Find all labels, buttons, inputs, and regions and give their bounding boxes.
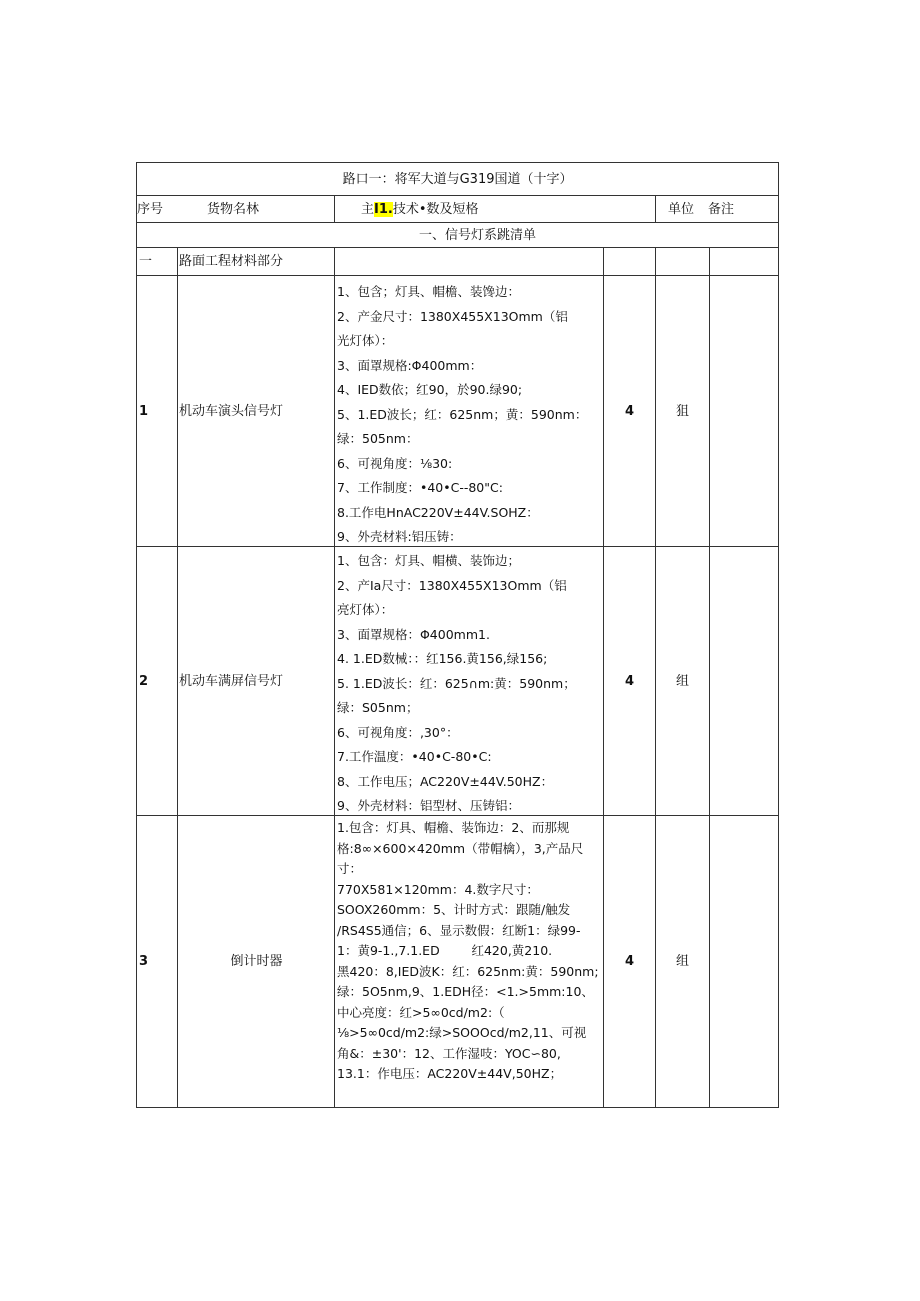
row-unit: 组 [656, 547, 710, 816]
row-spec [335, 816, 604, 1108]
row-no: 1 [137, 276, 178, 547]
header-spec [335, 196, 656, 223]
row-unit: 狙 [656, 276, 710, 547]
spec-line: 1.包含：灯具、帽檐、装饰边：2、而那规 [337, 820, 570, 835]
spec-line: 光灯体）： [337, 333, 394, 348]
row-qty: 4 [604, 816, 656, 1108]
row-spec [335, 276, 604, 547]
spec-line: 中心亮度：红>5∞0cd/m2:（ [337, 1004, 505, 1020]
subsection-row [137, 248, 779, 276]
spec-list [335, 816, 603, 1107]
spec-line: 4、IED数依；红90，於90.绿90; [337, 382, 523, 397]
spec-line: 13.1：作电压：AC220V±44V,50HZ； [337, 1066, 563, 1081]
row-name: 倒计时器 [178, 816, 335, 1108]
subsection-remark [710, 248, 779, 276]
header-unit: 单位 [668, 201, 695, 217]
spec-line: 1、包含：灯具、帽横、装饰边； [337, 553, 520, 568]
subsection-no: 一 [137, 248, 178, 276]
row-qty: 4 [604, 276, 656, 547]
subsection-qty [604, 248, 656, 276]
spec-line: 3、面罩规格：Φ400mm1. [337, 626, 490, 642]
goods-spec-table [136, 162, 779, 1108]
spec-line: /RS4S5通信；6、显示数假：红断1：绿99- [337, 922, 581, 938]
row-spec [335, 547, 604, 816]
spec-line: 亮灯体）： [337, 602, 394, 617]
spec-line: 1、包含；灯具、帽檐、装馋边： [337, 284, 520, 299]
spec-line: 3、面罩规格:Φ400mm： [337, 357, 483, 373]
table-row [137, 816, 779, 1108]
row-no: 2 [137, 547, 178, 816]
row-no: 3 [137, 816, 178, 1108]
subsection-spec [335, 248, 604, 276]
table-row [137, 547, 779, 816]
spec-line: 1：黄9-1.,7.1.ED 红420,黄210. [337, 943, 553, 958]
spec-line: 7、工作制度：•40•C--80"C: [337, 480, 503, 495]
header-row [137, 196, 779, 223]
spec-line: 5. 1.ED波长：红：625∩m:黄：590nm； [337, 675, 576, 691]
spec-line: 4. 1.ED数械：：红156.黄156,绿156; [337, 651, 548, 666]
spec-list [335, 276, 603, 546]
header-spec-highlight: I1. [374, 201, 393, 217]
spec-line-highlight: 5、1.ED波长；红：625nm；黄：590nm： [337, 406, 588, 422]
spec-line: 角&：±30'：12、工作湿吱：YOC∽80, [337, 1045, 561, 1061]
spec-line: 9、外壳材料:铝压铸： [337, 529, 462, 544]
header-spec-suffix: 技术•数及短格 [392, 201, 479, 217]
subsection-name: 路面工程材料部分 [178, 248, 335, 276]
row-qty: 4 [604, 547, 656, 816]
row-remark [710, 816, 779, 1108]
spec-line [337, 403, 603, 428]
table-row [137, 276, 779, 547]
spec-line: 770X581×120mm：4.数字尺寸： [337, 881, 539, 897]
subsection-unit [656, 248, 710, 276]
spec-line: 绿：505nm： [337, 431, 419, 446]
header-remark: 备注 [708, 201, 735, 217]
spec-line: 绿：5O5nm,9、1.EDH径：<1.>5mm:10、 [337, 984, 594, 999]
section-title: 一、信号灯系跳清单 [137, 223, 779, 248]
spec-line: 7.工作温度：•40•C-80•C: [337, 749, 492, 764]
row-remark [710, 276, 779, 547]
row-unit: 组 [656, 816, 710, 1108]
header-no-name [137, 196, 335, 223]
spec-line: 6、可视角度：⅛30: [337, 455, 453, 471]
header-unit-remark [656, 196, 779, 223]
spec-line: 9、外壳材料：铝型材、压铸铝： [337, 798, 520, 813]
row-name: 机动车满屏信号灯 [178, 547, 335, 816]
spec-line: ⅛>5∞0cd/m2:绿>SOOOcd/m2,11、可视 [337, 1025, 587, 1040]
row-name: 机动车演头信号灯 [178, 276, 335, 547]
spec-line: 格:8∞×600×420mm（带帽檎），3,产品尺寸： [337, 840, 584, 876]
header-spec-prefix: 主 [361, 201, 375, 217]
header-no: 序号 [137, 201, 164, 217]
spec-line: 2、产金尺寸：1380X455X13Omm（铝 [337, 308, 568, 324]
header-name: 货物名林 [207, 201, 260, 217]
spec-line: 绿：S05nm； [337, 700, 419, 715]
spec-line: 6、可视角度：,30°： [337, 724, 459, 740]
spec-line: 黑420：8,IED波K：红：625nm:黄：590nm; [337, 963, 599, 979]
row-remark [710, 547, 779, 816]
table-title: 路口一：将军大道与G319国道（十字） [137, 163, 779, 196]
spec-line: 2、产Ia尺寸：1380X455X13Omm（铝 [337, 577, 567, 593]
spec-line: 8.工作电HnAC220V±44V.SOHZ： [337, 504, 539, 520]
spec-list [335, 547, 603, 815]
spec-line: SOOX260mm：5、计时方式：跟随/触发 [337, 902, 571, 917]
spec-line: 8、工作电压；AC220V±44V.50HZ： [337, 773, 554, 789]
